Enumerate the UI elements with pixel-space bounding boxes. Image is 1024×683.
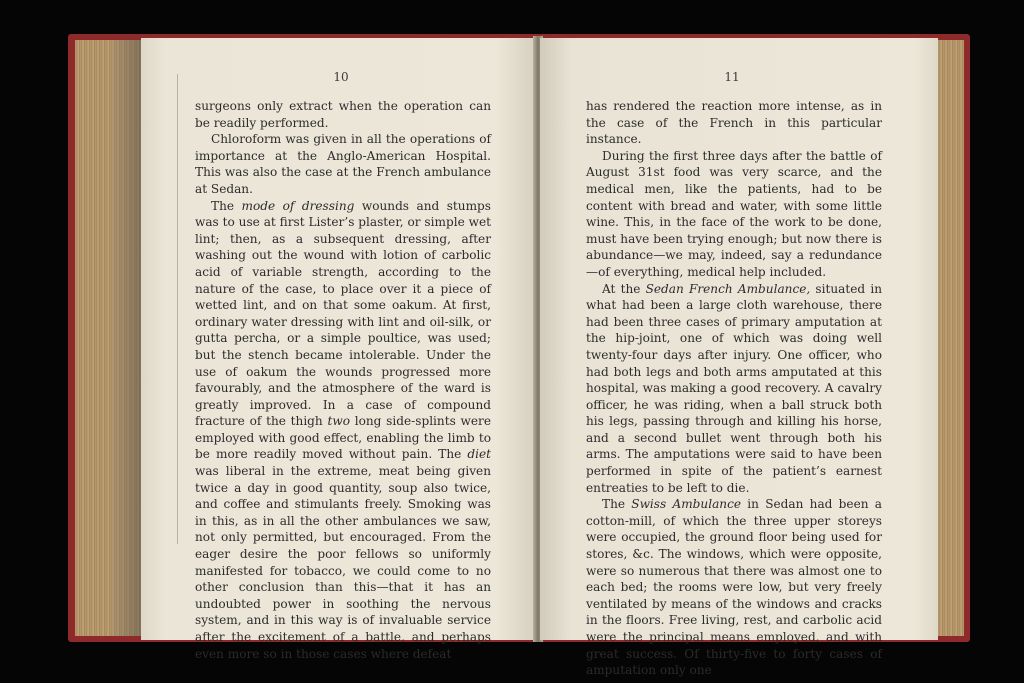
page-margin-line <box>177 74 178 544</box>
text-run: The <box>602 497 632 512</box>
text-run: wounds and stumps was to use at first Lister’s plaster, or simple wet lint; then, as a subsequent dressing, after washing out the wound with lotion of carbolic acid of variable strength, according to the nature of the case, to place over it a piece of wetted lint, and on that some oakum. At first, ordinary water dressing with lint and oil-silk, or gutta percha, or a simple poultice, was used; but the stench became intolerable. Under the use of oakum the wounds progressed more favourably, and the atmosphere of the ward is greatly improved. In a case of compound fracture of the thigh <box>195 198 491 429</box>
text-run: has rendered the reaction more intense, as in the case of the French in this particular instance. <box>586 99 882 147</box>
italic-text: mode of dressing <box>241 198 355 213</box>
paragraph <box>586 281 882 497</box>
text-run: surgeons only extract when the operation can be readily performed. <box>195 99 491 130</box>
italic-text: diet <box>467 447 491 462</box>
paragraph <box>195 131 491 197</box>
left-page-text <box>195 98 491 662</box>
right-page-text <box>586 98 882 679</box>
text-run: Chloroform was given in all the operations of importance at the Anglo-American Hospital. This was also the case at the French ambulance at Sedan. <box>195 132 491 196</box>
text-run: At the <box>602 281 646 296</box>
italic-text: Sedan French Ambulance, <box>645 281 811 296</box>
left-page <box>141 38 536 661</box>
paragraph <box>586 496 882 679</box>
page-number-left: 10 <box>333 70 349 84</box>
page-edges-left <box>75 40 141 636</box>
text-run: in Sedan had been a cotton-mill, of which the three upper storeys were occupied, the ground floor being used for stores, &c. The windows, which were opposite, were so numerous that there was almost one to each bed; the rooms were low, but very freely ventilated by means of the windows and cracks in the floors. Free living, rest, and carbolic acid were the principal means employed, and with great success. Of thirty-five to forty cases of amputation only one <box>586 497 883 678</box>
paragraph <box>586 148 882 281</box>
italic-text: two <box>327 414 350 429</box>
paragraph <box>195 98 491 131</box>
paragraph <box>195 198 491 663</box>
text-run: During the first three days after the battle of August 31st food was very scarce, and the medical men, like the patients, had to be content with bread and water, with some little wine. This, in the face of the work to be done, must have been trying enough; but now there is abundance—we may, indeed, say a redundance—of everything, medical help included. <box>586 148 882 279</box>
text-run: long side-splints were employed with good effect, enabling the limb to be more readily moved without pain. The <box>195 414 491 462</box>
page-edges-right <box>938 40 964 636</box>
paragraph <box>586 98 882 148</box>
text-run: The <box>211 198 242 213</box>
text-run: situated in what had been a large cloth warehouse, there had been three cases of primary amputation at the hip-joint, one of which was doing well twenty-four days after injury. One officer, who had both legs and both arms amputated at this hospital, was making a good recovery. A cavalry officer, he was riding, when a ball struck both his legs, passing through and killing his horse, and a second bullet went through both his arms. The amputations were said to have been performed in spite of the patient’s earnest entreaties to be left to die. <box>586 281 882 495</box>
italic-text: Swiss Ambulance <box>631 497 742 512</box>
text-run: was liberal in the extreme, meat being given twice a day in good quantity, soup also twice, and coffee and stimulants freely. Smoking was in this, as in all the other ambulances we saw, not only permitted, but encouraged. From the eager desire the poor fellows so uniformly manifested for tobacco, we could come to no other conclusion than this—that it has an undoubted power in soothing the nervous system, and in this way is of invaluable service after the excitement of a battle, and perhaps even more so in those cases where defeat <box>195 464 491 661</box>
right-page <box>540 38 938 678</box>
page-number-right: 11 <box>724 70 740 84</box>
